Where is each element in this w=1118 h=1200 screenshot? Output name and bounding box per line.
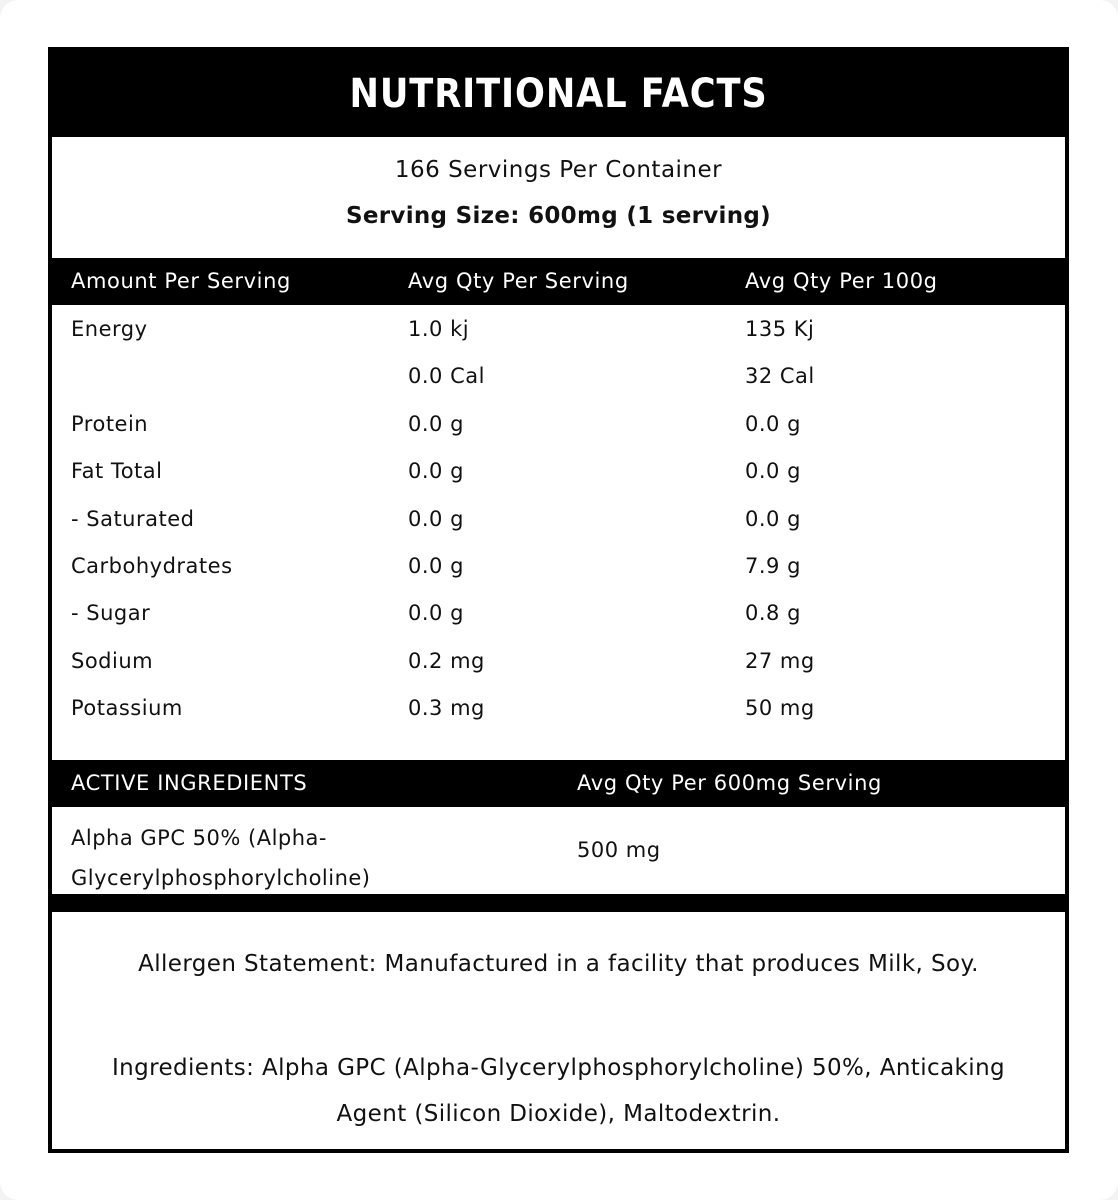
nutrition-row-sugar <box>52 589 1065 636</box>
title-bar <box>52 51 1065 137</box>
nutrition-table-header <box>52 258 1065 305</box>
nutrition-table-body <box>52 305 1065 732</box>
nutrition-label <box>48 47 1069 1153</box>
nutrient-per-serving: 0.0 g <box>408 601 464 626</box>
nutrient-per-serving: 0.0 g <box>408 553 464 578</box>
active-ingredient-row <box>52 807 1065 894</box>
section-divider <box>52 894 1065 912</box>
nutrition-row-protein <box>52 400 1065 447</box>
nutrient-per-serving: 0.0 g <box>408 459 464 484</box>
nutrient-name: Energy <box>71 317 148 341</box>
header-avg-qty-per-serving: Avg Qty Per Serving <box>408 269 629 293</box>
nutrient-name: Potassium <box>71 696 183 721</box>
nutrient-per-100g: 32 Cal <box>745 364 815 389</box>
active-ingredient-amount: 500 mg <box>577 838 661 862</box>
nutrient-per-100g: 7.9 g <box>745 553 801 578</box>
header-avg-qty-per-600mg: Avg Qty Per 600mg Serving <box>577 771 882 795</box>
nutrient-per-100g: 135 Kj <box>745 317 815 341</box>
active-ingredient-name: Alpha GPC 50% (Alpha-Glycerylphosphorylcholine) <box>71 826 371 890</box>
nutrient-per-100g: 0.8 g <box>745 601 801 626</box>
ingredients-list: Ingredients: Alpha GPC (Alpha-Glycerylphosphorylcholine) 50%, Anticaking Agent (Silicon Dioxide), Maltodextrin. <box>111 1055 1006 1127</box>
header-active-ingredients: ACTIVE INGREDIENTS <box>71 771 308 795</box>
nutrition-row-saturated <box>52 495 1065 542</box>
nutrient-per-100g: 0.0 g <box>745 411 801 436</box>
nutrient-per-100g: 27 mg <box>745 648 815 673</box>
nutrient-per-serving: 0.3 mg <box>408 696 485 721</box>
nutrient-per-serving: 0.0 g <box>408 506 464 531</box>
nutrient-name: - Sugar <box>71 601 151 626</box>
nutrient-per-100g: 50 mg <box>745 696 815 721</box>
nutrient-per-serving: 0.2 mg <box>408 648 485 673</box>
nutrient-per-100g: 0.0 g <box>745 506 801 531</box>
nutrition-row-sodium <box>52 637 1065 684</box>
header-amount-per-serving: Amount Per Serving <box>71 269 291 293</box>
nutrient-name: Sodium <box>71 648 154 673</box>
active-ingredients-header <box>52 760 1065 807</box>
nutrient-per-100g: 0.0 g <box>745 459 801 484</box>
nutrient-name: Carbohydrates <box>71 553 233 578</box>
nutrient-name: - Saturated <box>71 506 195 531</box>
nutrient-per-serving: 1.0 kj <box>408 317 470 341</box>
nutrition-row-energy-kj <box>52 305 1065 352</box>
nutrition-row-carbohydrates <box>52 542 1065 589</box>
label-title: NUTRITIONAL FACTS <box>349 71 768 117</box>
servings-per-container: 166 Servings Per Container <box>394 157 723 183</box>
nutrition-row-fat-total <box>52 447 1065 494</box>
allergen-statement: Allergen Statement: Manufactured in a facility that produces Milk, Soy. <box>138 951 979 977</box>
header-avg-qty-per-100g: Avg Qty Per 100g <box>745 269 938 293</box>
nutrient-name: Fat Total <box>71 459 163 484</box>
nutrition-row-energy-cal <box>52 352 1065 399</box>
nutrition-row-potassium <box>52 684 1065 731</box>
serving-size: Serving Size: 600mg (1 serving) <box>346 203 771 229</box>
nutrient-per-serving: 0.0 g <box>408 411 464 436</box>
nutrient-name: Protein <box>71 411 149 436</box>
nutrient-per-serving: 0.0 Cal <box>408 364 485 389</box>
